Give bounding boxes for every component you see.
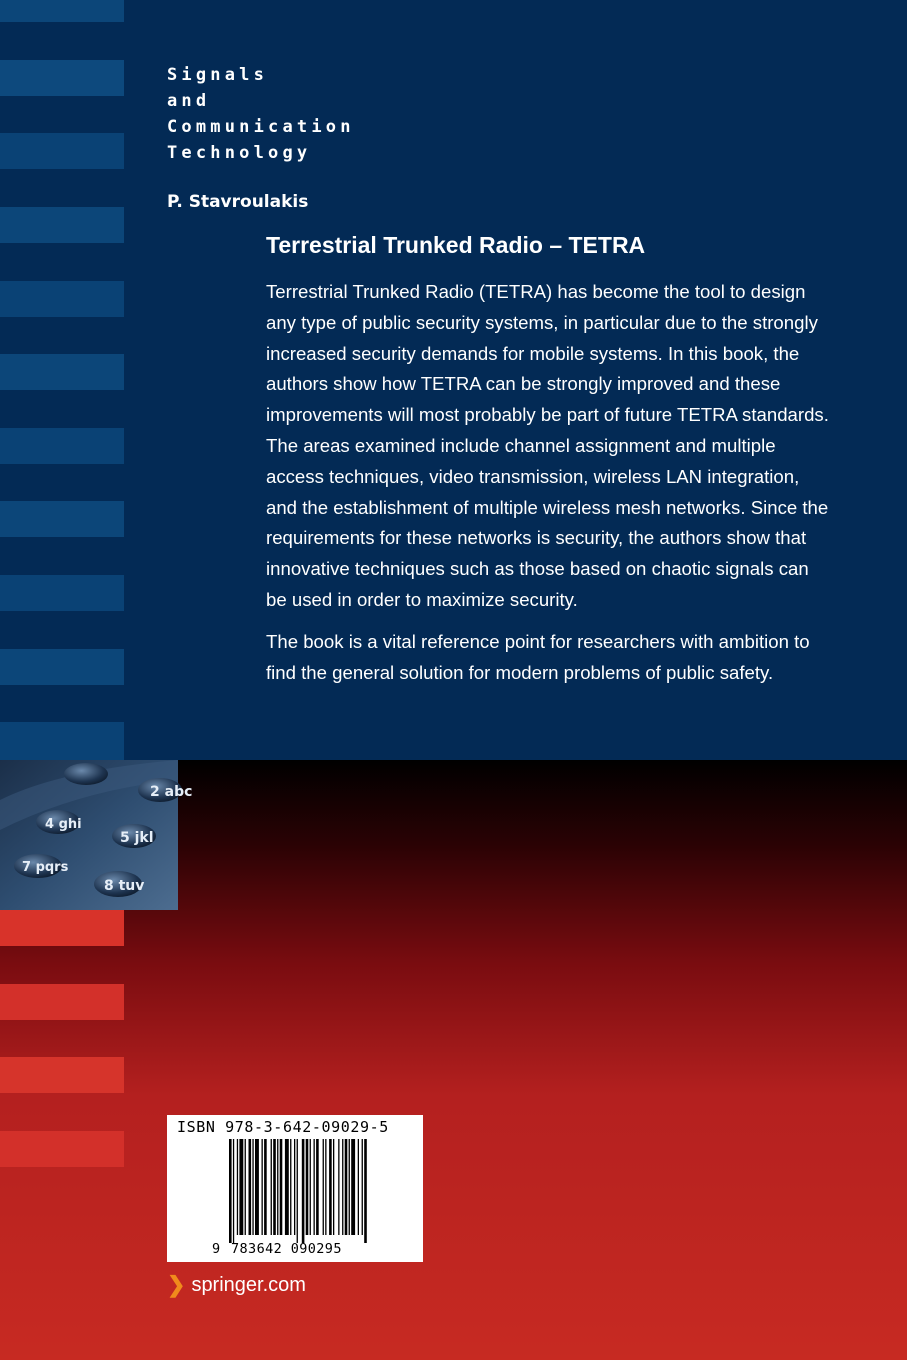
barcode-bar	[316, 1139, 319, 1235]
key-label: 8 tuv	[104, 878, 145, 894]
stripe	[0, 1131, 124, 1167]
book-title: Terrestrial Trunked Radio – TETRA	[266, 232, 646, 258]
barcode-bar	[262, 1139, 263, 1235]
barcode-bar	[314, 1139, 315, 1235]
stripe	[0, 722, 124, 760]
stripe	[0, 1057, 124, 1093]
barcode-bar	[329, 1139, 332, 1235]
barcode-bar	[280, 1139, 283, 1235]
barcode-bar	[229, 1139, 232, 1243]
barcode-bar	[252, 1139, 253, 1235]
barcode-bar	[237, 1139, 238, 1235]
barcode-bar	[349, 1139, 350, 1235]
barcode-bar	[264, 1139, 267, 1235]
stripe	[0, 207, 124, 243]
key-label: 7 pqrs	[22, 860, 69, 875]
author-name: P. Stavroulakis	[167, 192, 309, 212]
barcode-bar	[285, 1139, 289, 1235]
barcode-bar	[277, 1139, 278, 1235]
description	[266, 277, 834, 699]
barcode-bars	[229, 1139, 405, 1243]
key-label: 2 abc	[150, 784, 193, 800]
barcode-bar	[351, 1139, 355, 1235]
barcode-bar	[333, 1139, 334, 1235]
barcode-bar	[273, 1139, 276, 1235]
description-paragraph: The book is a vital reference point for researchers with ambition to find the general solution for modern problems of public safety.	[266, 630, 810, 683]
barcode-bar	[364, 1139, 367, 1243]
stripe	[0, 60, 124, 96]
barcode-bar	[306, 1139, 309, 1235]
series-line: Communication	[167, 117, 355, 137]
barcode-bar	[290, 1139, 291, 1235]
barcode-bar	[362, 1139, 363, 1235]
barcode-bar	[338, 1139, 339, 1235]
stripe	[0, 649, 124, 685]
barcode-bar	[294, 1139, 295, 1235]
key-label: 5 jkl	[120, 830, 154, 846]
barcode-bar	[323, 1139, 324, 1235]
barcode-bar	[239, 1139, 243, 1235]
publisher-link[interactable]	[167, 1272, 306, 1298]
phone-keypad-photo	[0, 760, 193, 910]
stripe	[0, 133, 124, 169]
stripe	[0, 0, 124, 22]
barcode-bar	[297, 1139, 298, 1243]
stripe	[0, 428, 124, 464]
series-line: Technology	[167, 143, 312, 163]
barcode-bar	[255, 1139, 259, 1235]
barcode-bar	[325, 1139, 326, 1235]
barcode-bar	[342, 1139, 343, 1235]
series-title	[167, 62, 355, 166]
publisher-url: springer.com	[191, 1273, 306, 1296]
series-line: and	[167, 91, 211, 111]
stripe	[0, 354, 124, 390]
barcode-bar	[249, 1139, 252, 1235]
barcode-bar	[302, 1139, 305, 1243]
stripe	[0, 281, 124, 317]
stripe	[0, 910, 124, 946]
chevron-right-icon: ❯	[167, 1272, 186, 1297]
barcode-bar	[271, 1139, 272, 1235]
stripe	[0, 501, 124, 537]
isbn-barcode	[167, 1115, 423, 1262]
phone-key	[64, 763, 108, 785]
isbn-label: ISBN 978-3-642-09029-5	[177, 1118, 389, 1136]
ean-digits: 783642 090295	[231, 1241, 342, 1257]
stripe	[0, 984, 124, 1020]
ean-lead-digit: 9	[212, 1241, 221, 1257]
series-line: Signals	[167, 65, 269, 85]
left-stripe-column	[0, 0, 124, 1360]
stripe	[0, 575, 124, 611]
barcode-bar	[345, 1139, 348, 1235]
barcode-bar	[233, 1139, 234, 1243]
barcode-bar	[245, 1139, 246, 1235]
barcode-bar	[358, 1139, 359, 1235]
barcode-bar	[310, 1139, 311, 1235]
description-paragraph: Terrestrial Trunked Radio (TETRA) has become the tool to design any type of public security systems, in particular due to the strongly increased security demands for mobile systems. In this book, the authors show how TETRA can be strongly improved and these improvements will most probably be part of future TETRA standards. The areas examined include channel assignment and multiple access techniques, video transmission, wireless LAN integration, and the establishment of multiple wireless mesh networks. Since the requirements for these networks is security, the authors show that innovative techniques such as those based on chaotic signals can be used in order to maximize security.	[266, 281, 829, 610]
key-label: 4 ghi	[45, 817, 82, 832]
